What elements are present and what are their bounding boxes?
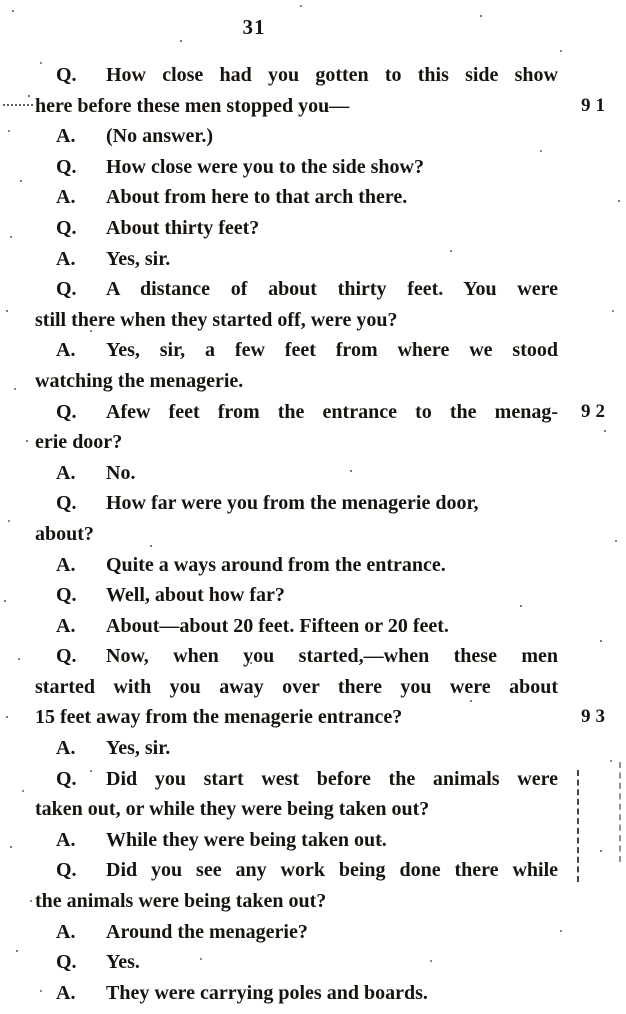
- line-text: How close were you to the side show?: [106, 155, 424, 178]
- transcript-line: [0, 917, 626, 948]
- speaker-label: A.: [56, 614, 76, 637]
- line-text: About—about 20 feet. Fifteen or 20 feet.: [106, 614, 449, 637]
- line-text: still there when they started off, were you?: [35, 308, 398, 331]
- transcript-line: [0, 550, 626, 581]
- line-text: Yes, sir, a few feet from where we stood: [106, 339, 558, 362]
- line-text: about?: [35, 522, 94, 545]
- line-text: here before these men stopped you—: [35, 94, 350, 117]
- line-text: Now, when you started,—when these men: [106, 645, 558, 668]
- scan-artifact-vertical-line: [577, 770, 579, 882]
- line-text: About from here to that arch there.: [106, 186, 408, 209]
- transcript-line: [0, 397, 626, 428]
- transcript-line: [0, 825, 626, 856]
- line-text: How close had you gotten to this side show: [106, 64, 558, 86]
- transcript-line: [0, 488, 626, 519]
- line-text: watching the menagerie.: [35, 369, 244, 392]
- line-text: Did you see any work being done there while: [106, 859, 558, 882]
- transcript-line: [0, 641, 626, 672]
- line-text: the animals were being taken out?: [35, 890, 327, 913]
- speaker-label: A.: [56, 125, 76, 148]
- line-text: (No answer.): [106, 125, 214, 148]
- speaker-label: Q.: [56, 951, 77, 974]
- transcript-line: [0, 947, 626, 978]
- line-text: About thirty feet?: [106, 216, 260, 239]
- line-text: Yes, sir.: [106, 737, 171, 760]
- speaker-label: Q.: [56, 492, 77, 515]
- transcript-line: [0, 152, 626, 183]
- transcript-line: [0, 366, 626, 397]
- line-text: Afew feet from the entrance to the menag-: [106, 400, 558, 423]
- speaker-label: A.: [56, 553, 76, 576]
- transcript-line: [0, 427, 626, 458]
- speaker-label: A.: [56, 186, 76, 209]
- speaker-label: A.: [56, 981, 76, 1004]
- speaker-label: A.: [56, 828, 76, 851]
- line-text: 15 feet away from the menagerie entrance?: [35, 706, 403, 729]
- line-text: While they were being taken out.: [106, 828, 387, 851]
- transcript-line: [0, 213, 626, 244]
- transcript-line: [0, 733, 626, 764]
- line-text: They were carrying poles and boards.: [106, 981, 428, 1004]
- speaker-label: Q.: [56, 767, 77, 790]
- transcript-line: [0, 244, 626, 275]
- transcript-line: [0, 978, 626, 1009]
- speaker-label: Q.: [56, 859, 77, 882]
- transcript-line: [0, 458, 626, 489]
- speaker-label: A.: [56, 247, 76, 270]
- transcript-line: [0, 182, 626, 213]
- line-text: started with you away over there you were about: [35, 675, 558, 698]
- margin-number: 92: [581, 400, 610, 422]
- transcript: [0, 60, 626, 1008]
- speaker-label: Q.: [56, 645, 77, 668]
- transcript-line: [0, 335, 626, 366]
- line-text: How far were you from the menagerie door,: [106, 492, 479, 515]
- speaker-label: Q.: [56, 584, 77, 607]
- transcript-line: [0, 794, 626, 825]
- speaker-label: A.: [56, 920, 76, 943]
- speaker-label: Q.: [56, 400, 77, 423]
- line-text: Yes.: [106, 951, 140, 974]
- scan-artifact-dash: [3, 104, 33, 106]
- line-text: Quite a ways around from the entrance.: [106, 553, 446, 576]
- line-text: Around the menagerie?: [106, 920, 308, 943]
- transcript-line: [0, 702, 626, 733]
- transcript-line: [0, 91, 626, 122]
- transcript-line: [0, 855, 626, 886]
- line-text: Did you start west before the animals were: [106, 767, 558, 790]
- line-text: No.: [106, 461, 136, 484]
- speaker-label: A.: [56, 737, 76, 760]
- line-text: A distance of about thirty feet. You were: [106, 278, 558, 301]
- transcript-line: [0, 764, 626, 795]
- transcript-line: [0, 60, 626, 91]
- line-text: Yes, sir.: [106, 247, 171, 270]
- speaker-label: Q.: [56, 155, 77, 178]
- speaker-label: Q.: [56, 278, 77, 301]
- scan-noise-specks: [0, 0, 2, 2]
- page-number: 31: [242, 15, 266, 39]
- speaker-label: A.: [56, 339, 76, 362]
- margin-number: 93: [581, 706, 610, 728]
- transcript-line: [0, 519, 626, 550]
- line-text: taken out, or while they were being taken out?: [35, 798, 430, 821]
- speaker-label: A.: [56, 461, 76, 484]
- transcript-line: [0, 611, 626, 642]
- scan-artifact-vertical-line: [619, 762, 621, 862]
- transcript-line: [0, 274, 626, 305]
- transcript-line: [0, 580, 626, 611]
- transcript-line: [0, 886, 626, 917]
- speaker-label: Q.: [56, 64, 77, 86]
- transcript-line: [0, 121, 626, 152]
- line-text: Well, about how far?: [106, 584, 285, 607]
- transcript-line: [0, 305, 626, 336]
- speaker-label: Q.: [56, 216, 77, 239]
- transcript-line: [0, 672, 626, 703]
- margin-number: 91: [581, 94, 610, 116]
- line-text: erie door?: [35, 431, 123, 454]
